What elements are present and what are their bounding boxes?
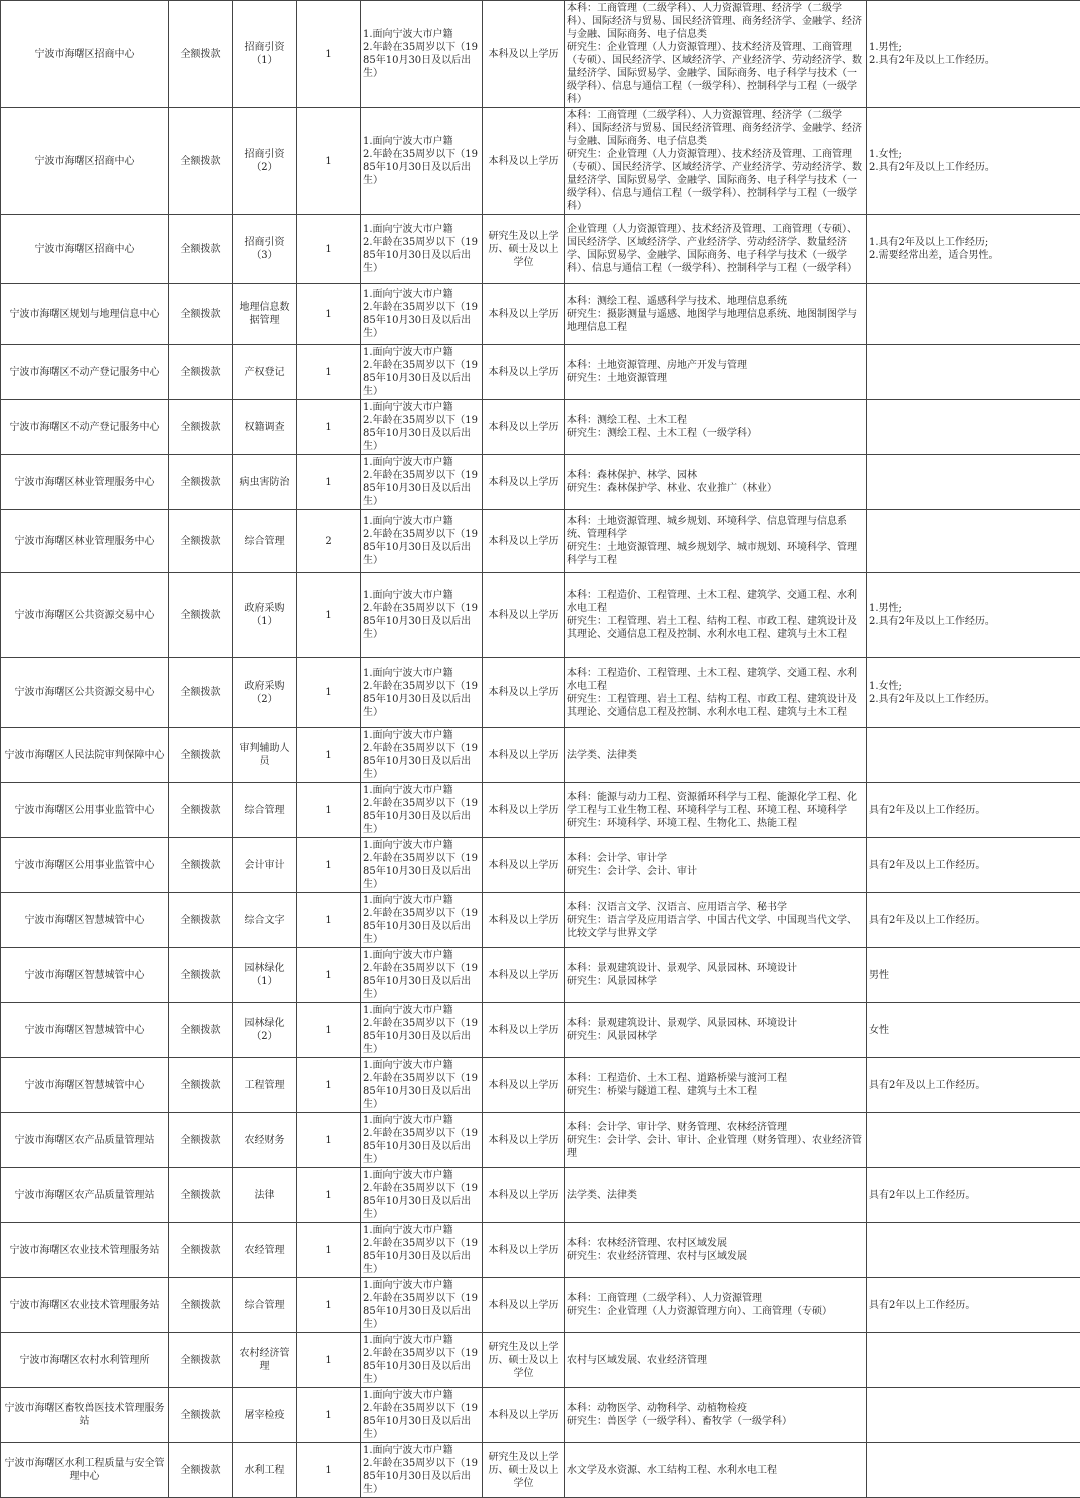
major-cell: 法学类、法律类	[565, 728, 867, 783]
education-cell: 本科及以上学历	[483, 345, 565, 400]
education-cell: 本科及以上学历	[483, 1113, 565, 1168]
requirement-cell: 1.面向宁波大市户籍 2.年龄在35周岁以下（1985年10月30日及以后出生）	[361, 1, 483, 108]
other-cell	[867, 284, 1080, 345]
other-cell: 女性	[867, 1003, 1080, 1058]
unit-cell: 宁波市海曙区公用事业监管中心	[1, 783, 169, 838]
table-row	[1, 400, 1080, 455]
other-cell: 1.具有2年及以上工作经历; 2.需要经常出差，适合男性。	[867, 215, 1080, 284]
other-cell: 具有2年以上工作经历。	[867, 1168, 1080, 1223]
position-cell: 园林绿化 （2）	[233, 1003, 297, 1058]
position-cell: 产权登记	[233, 345, 297, 400]
count-cell: 1	[297, 400, 361, 455]
education-cell: 研究生及以上学历、硕士及以上学位	[483, 1333, 565, 1388]
funding-cell: 全额拨款	[169, 1443, 233, 1498]
funding-cell: 全额拨款	[169, 1058, 233, 1113]
other-cell: 1.女性; 2.具有2年及以上工作经历。	[867, 658, 1080, 728]
other-cell: 具有2年及以上工作经历。	[867, 893, 1080, 948]
major-cell: 本科：动物医学、动物科学、动植物检疫 研究生：兽医学（一级学科）、畜牧学（一级学科）	[565, 1388, 867, 1443]
funding-cell: 全额拨款	[169, 1, 233, 108]
other-cell: 1.男性; 2.具有2年及以上工作经历。	[867, 1, 1080, 108]
education-cell: 本科及以上学历	[483, 284, 565, 345]
other-cell: 具有2年及以上工作经历。	[867, 1058, 1080, 1113]
requirement-cell: 1.面向宁波大市户籍 2.年龄在35周岁以下（1985年10月30日及以后出生）	[361, 838, 483, 893]
table-row	[1, 1333, 1080, 1388]
count-cell: 1	[297, 215, 361, 284]
major-cell: 本科：工商管理（二级学科）、人力资源管理 研究生：企业管理（人力资源管理方向）、工商管理（专硕）	[565, 1278, 867, 1333]
position-cell: 招商引资 （3）	[233, 215, 297, 284]
funding-cell: 全额拨款	[169, 893, 233, 948]
requirement-cell: 1.面向宁波大市户籍 2.年龄在35周岁以下（1985年10月30日及以后出生）	[361, 215, 483, 284]
requirement-cell: 1.面向宁波大市户籍 2.年龄在35周岁以下（1985年10月30日及以后出生）	[361, 1278, 483, 1333]
other-cell	[867, 1113, 1080, 1168]
funding-cell: 全额拨款	[169, 728, 233, 783]
unit-cell: 宁波市海曙区招商中心	[1, 1, 169, 108]
position-cell: 政府采购 （1）	[233, 573, 297, 658]
requirement-cell: 1.面向宁波大市户籍 2.年龄在35周岁以下（1985年10月30日及以后出生）	[361, 1113, 483, 1168]
other-cell: 男性	[867, 948, 1080, 1003]
table-row	[1, 510, 1080, 573]
position-cell: 病虫害防治	[233, 455, 297, 510]
count-cell: 1	[297, 728, 361, 783]
table-row	[1, 1113, 1080, 1168]
major-cell: 本科：工程造价、工程管理、土木工程、建筑学、交通工程、水利水电工程 研究生：工程管理、岩土工程、结构工程、市政工程、建筑设计及其理论、交通信息工程及控制、水利水电工程、建筑与土木工程	[565, 573, 867, 658]
requirement-cell: 1.面向宁波大市户籍 2.年龄在35周岁以下（1985年10月30日及以后出生）	[361, 783, 483, 838]
funding-cell: 全额拨款	[169, 1168, 233, 1223]
table-row	[1, 838, 1080, 893]
count-cell: 1	[297, 893, 361, 948]
major-cell: 本科：测绘工程、土木工程 研究生：测绘工程、土木工程（一级学科）	[565, 400, 867, 455]
major-cell: 农村与区域发展、农业经济管理	[565, 1333, 867, 1388]
unit-cell: 宁波市海曙区规划与地理信息中心	[1, 284, 169, 345]
table-row	[1, 783, 1080, 838]
unit-cell: 宁波市海曙区智慧城管中心	[1, 893, 169, 948]
requirement-cell: 1.面向宁波大市户籍 2.年龄在35周岁以下（1985年10月30日及以后出生）	[361, 400, 483, 455]
requirement-cell: 1.面向宁波大市户籍 2.年龄在35周岁以下（1985年10月30日及以后出生）	[361, 510, 483, 573]
table-row	[1, 108, 1080, 215]
position-cell: 屠宰检疫	[233, 1388, 297, 1443]
position-cell: 水利工程	[233, 1443, 297, 1498]
table-row	[1, 1223, 1080, 1278]
funding-cell: 全额拨款	[169, 400, 233, 455]
major-cell: 法学类、法律类	[565, 1168, 867, 1223]
unit-cell: 宁波市海曙区农业技术管理服务站	[1, 1278, 169, 1333]
major-cell: 本科：工商管理（二级学科）、人力资源管理、经济学（二级学科）、国际经济与贸易、国民经济管理、商务经济学、金融学、经济与金融、国际商务、电子信息类 研究生：企业管理（人力资源管理）、技术经济及管理、工商管理（专硕）、国民经济学、区域经济学、产业经济学、劳动经济学、数量经济学、国际贸易学、金融学、国际商务、电子科学与技术（一级学科）、信息与通信工程（一级学科）、控制科学与工程（一级学科）	[565, 108, 867, 215]
unit-cell: 宁波市海曙区农业技术管理服务站	[1, 1223, 169, 1278]
table-row	[1, 1, 1080, 108]
table-row	[1, 1388, 1080, 1443]
count-cell: 1	[297, 1003, 361, 1058]
other-cell: 1.男性; 2.具有2年及以上工作经历。	[867, 573, 1080, 658]
other-cell	[867, 1223, 1080, 1278]
count-cell: 1	[297, 1113, 361, 1168]
education-cell: 研究生及以上学历、硕士及以上学位	[483, 215, 565, 284]
position-cell: 招商引资 （2）	[233, 108, 297, 215]
major-cell: 本科：土地资源管理、房地产开发与管理 研究生：土地资源管理	[565, 345, 867, 400]
table-row	[1, 893, 1080, 948]
education-cell: 本科及以上学历	[483, 1, 565, 108]
requirement-cell: 1.面向宁波大市户籍 2.年龄在35周岁以下（1985年10月30日及以后出生）	[361, 284, 483, 345]
count-cell: 1	[297, 284, 361, 345]
table-row	[1, 948, 1080, 1003]
unit-cell: 宁波市海曙区农村水利管理所	[1, 1333, 169, 1388]
other-cell	[867, 1333, 1080, 1388]
education-cell: 研究生及以上学历、硕士及以上学位	[483, 1443, 565, 1498]
count-cell: 1	[297, 838, 361, 893]
major-cell: 本科：工商管理（二级学科）、人力资源管理、经济学（二级学科）、国际经济与贸易、国民经济管理、商务经济学、金融学、经济与金融、国际商务、电子信息类 研究生：企业管理（人力资源管理）、技术经济及管理、工商管理（专硕）、国民经济学、区域经济学、产业经济学、劳动经济学、数量经济学、国际贸易学、金融学、国际商务、电子科学与技术（一级学科）、信息与通信工程（一级学科）、控制科学与工程（一级学科）	[565, 1, 867, 108]
requirement-cell: 1.面向宁波大市户籍 2.年龄在35周岁以下（1985年10月30日及以后出生）	[361, 1168, 483, 1223]
requirement-cell: 1.面向宁波大市户籍 2.年龄在35周岁以下（1985年10月30日及以后出生）	[361, 948, 483, 1003]
unit-cell: 宁波市海曙区农产品质量管理站	[1, 1113, 169, 1168]
major-cell: 本科：测绘工程、遥感科学与技术、地理信息系统 研究生：摄影测量与遥感、地图学与地理信息系统、地图制图学与地理信息工程	[565, 284, 867, 345]
unit-cell: 宁波市海曙区智慧城管中心	[1, 948, 169, 1003]
table-row	[1, 1278, 1080, 1333]
funding-cell: 全额拨款	[169, 573, 233, 658]
unit-cell: 宁波市海曙区智慧城管中心	[1, 1003, 169, 1058]
position-cell: 综合管理	[233, 783, 297, 838]
other-cell	[867, 345, 1080, 400]
funding-cell: 全额拨款	[169, 1333, 233, 1388]
unit-cell: 宁波市海曙区不动产登记服务中心	[1, 345, 169, 400]
count-cell: 1	[297, 1333, 361, 1388]
major-cell: 本科：工程造价、土木工程、道路桥梁与渡河工程 研究生：桥梁与隧道工程、建筑与土木工程	[565, 1058, 867, 1113]
unit-cell: 宁波市海曙区水利工程质量与安全管理中心	[1, 1443, 169, 1498]
funding-cell: 全额拨款	[169, 284, 233, 345]
funding-cell: 全额拨款	[169, 1003, 233, 1058]
requirement-cell: 1.面向宁波大市户籍 2.年龄在35周岁以下（1985年10月30日及以后出生）	[361, 1333, 483, 1388]
table-row	[1, 728, 1080, 783]
requirement-cell: 1.面向宁波大市户籍 2.年龄在35周岁以下（1985年10月30日及以后出生）	[361, 658, 483, 728]
education-cell: 本科及以上学历	[483, 573, 565, 658]
position-cell: 农经管理	[233, 1223, 297, 1278]
count-cell: 1	[297, 1, 361, 108]
education-cell: 本科及以上学历	[483, 1278, 565, 1333]
other-cell	[867, 1388, 1080, 1443]
major-cell: 企业管理（人力资源管理）、技术经济及管理、工商管理（专硕）、国民经济学、区域经济学、产业经济学、劳动经济学、数量经济学、国际贸易学、金融学、国际商务、电子科学与技术（一级学科）、信息与通信工程（一级学科）、控制科学与工程（一级学科）	[565, 215, 867, 284]
unit-cell: 宁波市海曙区人民法院审判保障中心	[1, 728, 169, 783]
major-cell: 本科：农林经济管理、农村区域发展 研究生：农业经济管理、农村与区域发展	[565, 1223, 867, 1278]
education-cell: 本科及以上学历	[483, 1168, 565, 1223]
unit-cell: 宁波市海曙区不动产登记服务中心	[1, 400, 169, 455]
count-cell: 2	[297, 510, 361, 573]
unit-cell: 宁波市海曙区智慧城管中心	[1, 1058, 169, 1113]
education-cell: 本科及以上学历	[483, 838, 565, 893]
education-cell: 本科及以上学历	[483, 1003, 565, 1058]
requirement-cell: 1.面向宁波大市户籍 2.年龄在35周岁以下（1985年10月30日及以后出生）	[361, 1058, 483, 1113]
funding-cell: 全额拨款	[169, 948, 233, 1003]
other-cell	[867, 455, 1080, 510]
education-cell: 本科及以上学历	[483, 510, 565, 573]
position-cell: 农经财务	[233, 1113, 297, 1168]
unit-cell: 宁波市海曙区畜牧兽医技术管理服务站	[1, 1388, 169, 1443]
major-cell: 本科：能源与动力工程、资源循环科学与工程、能源化学工程、化学工程与工业生物工程、环境科学与工程、环境工程、环境科学 研究生：环境科学、环境工程、生物化工、热能工程	[565, 783, 867, 838]
position-cell: 综合管理	[233, 510, 297, 573]
education-cell: 本科及以上学历	[483, 658, 565, 728]
unit-cell: 宁波市海曙区公共资源交易中心	[1, 658, 169, 728]
other-cell	[867, 400, 1080, 455]
table-row	[1, 1058, 1080, 1113]
requirement-cell: 1.面向宁波大市户籍 2.年龄在35周岁以下（1985年10月30日及以后出生）	[361, 893, 483, 948]
requirement-cell: 1.面向宁波大市户籍 2.年龄在35周岁以下（1985年10月30日及以后出生）	[361, 1003, 483, 1058]
major-cell: 本科：森林保护、林学、园林 研究生：森林保护学、林业、农业推广（林业）	[565, 455, 867, 510]
unit-cell: 宁波市海曙区公共资源交易中心	[1, 573, 169, 658]
major-cell: 本科：会计学、审计学、财务管理、农林经济管理 研究生：会计学、会计、审计、企业管理（财务管理）、农业经济管理	[565, 1113, 867, 1168]
education-cell: 本科及以上学历	[483, 948, 565, 1003]
position-cell: 地理信息数据管理	[233, 284, 297, 345]
unit-cell: 宁波市海曙区招商中心	[1, 215, 169, 284]
unit-cell: 宁波市海曙区招商中心	[1, 108, 169, 215]
requirement-cell: 1.面向宁波大市户籍 2.年龄在35周岁以下（1985年10月30日及以后出生）	[361, 108, 483, 215]
other-cell	[867, 1443, 1080, 1498]
education-cell: 本科及以上学历	[483, 455, 565, 510]
position-cell: 审判辅助人员	[233, 728, 297, 783]
major-cell: 本科：景观建筑设计、景观学、风景园林、环境设计 研究生：风景园林学	[565, 1003, 867, 1058]
position-cell: 农村经济管理	[233, 1333, 297, 1388]
funding-cell: 全额拨款	[169, 1388, 233, 1443]
table-row	[1, 658, 1080, 728]
count-cell: 1	[297, 1168, 361, 1223]
education-cell: 本科及以上学历	[483, 1223, 565, 1278]
other-cell: 1.女性; 2.具有2年及以上工作经历。	[867, 108, 1080, 215]
major-cell: 本科：工程造价、工程管理、土木工程、建筑学、交通工程、水利水电工程 研究生：工程管理、岩土工程、结构工程、市政工程、建筑设计及其理论、交通信息工程及控制、水利水电工程、建筑与土木工程	[565, 658, 867, 728]
requirement-cell: 1.面向宁波大市户籍 2.年龄在35周岁以下（1985年10月30日及以后出生）	[361, 573, 483, 658]
funding-cell: 全额拨款	[169, 215, 233, 284]
other-cell: 具有2年及以上工作经历。	[867, 838, 1080, 893]
position-cell: 综合管理	[233, 1278, 297, 1333]
requirement-cell: 1.面向宁波大市户籍 2.年龄在35周岁以下（1985年10月30日及以后出生）	[361, 1443, 483, 1498]
funding-cell: 全额拨款	[169, 510, 233, 573]
major-cell: 本科：土地资源管理、城乡规划、环境科学、信息管理与信息系统、管理科学 研究生：土地资源管理、城乡规划学、城市规划、环境科学、管理科学与工程	[565, 510, 867, 573]
count-cell: 1	[297, 948, 361, 1003]
position-cell: 法律	[233, 1168, 297, 1223]
funding-cell: 全额拨款	[169, 658, 233, 728]
education-cell: 本科及以上学历	[483, 893, 565, 948]
table-row	[1, 1003, 1080, 1058]
unit-cell: 宁波市海曙区林业管理服务中心	[1, 510, 169, 573]
other-cell: 具有2年及以上工作经历。	[867, 783, 1080, 838]
education-cell: 本科及以上学历	[483, 728, 565, 783]
position-cell: 综合文字	[233, 893, 297, 948]
table-row	[1, 455, 1080, 510]
position-cell: 会计审计	[233, 838, 297, 893]
funding-cell: 全额拨款	[169, 455, 233, 510]
count-cell: 1	[297, 1058, 361, 1113]
requirement-cell: 1.面向宁波大市户籍 2.年龄在35周岁以下（1985年10月30日及以后出生）	[361, 1388, 483, 1443]
table-row	[1, 215, 1080, 284]
requirement-cell: 1.面向宁波大市户籍 2.年龄在35周岁以下（1985年10月30日及以后出生）	[361, 345, 483, 400]
unit-cell: 宁波市海曙区林业管理服务中心	[1, 455, 169, 510]
position-cell: 工程管理	[233, 1058, 297, 1113]
major-cell: 本科：会计学、审计学 研究生：会计学、会计、审计	[565, 838, 867, 893]
funding-cell: 全额拨款	[169, 838, 233, 893]
count-cell: 1	[297, 658, 361, 728]
other-cell	[867, 728, 1080, 783]
major-cell: 本科：汉语言文学、汉语言、应用语言学、秘书学 研究生：语言学及应用语言学、中国古代文学、中国现当代文学、比较文学与世界文学	[565, 893, 867, 948]
position-cell: 政府采购 （2）	[233, 658, 297, 728]
major-cell: 水文学及水资源、水工结构工程、水利水电工程	[565, 1443, 867, 1498]
unit-cell: 宁波市海曙区农产品质量管理站	[1, 1168, 169, 1223]
funding-cell: 全额拨款	[169, 1113, 233, 1168]
count-cell: 1	[297, 783, 361, 838]
count-cell: 1	[297, 1278, 361, 1333]
funding-cell: 全额拨款	[169, 345, 233, 400]
count-cell: 1	[297, 1443, 361, 1498]
table-row	[1, 1168, 1080, 1223]
education-cell: 本科及以上学历	[483, 108, 565, 215]
table-row	[1, 345, 1080, 400]
table-row	[1, 284, 1080, 345]
funding-cell: 全额拨款	[169, 108, 233, 215]
education-cell: 本科及以上学历	[483, 400, 565, 455]
count-cell: 1	[297, 573, 361, 658]
requirement-cell: 1.面向宁波大市户籍 2.年龄在35周岁以下（1985年10月30日及以后出生）	[361, 728, 483, 783]
position-cell: 招商引资 （1）	[233, 1, 297, 108]
count-cell: 1	[297, 1223, 361, 1278]
count-cell: 1	[297, 108, 361, 215]
education-cell: 本科及以上学历	[483, 783, 565, 838]
requirement-cell: 1.面向宁波大市户籍 2.年龄在35周岁以下（1985年10月30日及以后出生）	[361, 1223, 483, 1278]
position-cell: 权籍调查	[233, 400, 297, 455]
major-cell: 本科：景观建筑设计、景观学、风景园林、环境设计 研究生：风景园林学	[565, 948, 867, 1003]
education-cell: 本科及以上学历	[483, 1058, 565, 1113]
other-cell	[867, 510, 1080, 573]
position-cell: 园林绿化 （1）	[233, 948, 297, 1003]
table-row	[1, 573, 1080, 658]
table-body	[1, 1, 1080, 1498]
other-cell: 具有2年以上工作经历。	[867, 1278, 1080, 1333]
table-row	[1, 1443, 1080, 1498]
unit-cell: 宁波市海曙区公用事业监管中心	[1, 838, 169, 893]
education-cell: 本科及以上学历	[483, 1388, 565, 1443]
count-cell: 1	[297, 345, 361, 400]
funding-cell: 全额拨款	[169, 1223, 233, 1278]
count-cell: 1	[297, 455, 361, 510]
funding-cell: 全额拨款	[169, 783, 233, 838]
funding-cell: 全额拨款	[169, 1278, 233, 1333]
count-cell: 1	[297, 1388, 361, 1443]
requirement-cell: 1.面向宁波大市户籍 2.年龄在35周岁以下（1985年10月30日及以后出生）	[361, 455, 483, 510]
